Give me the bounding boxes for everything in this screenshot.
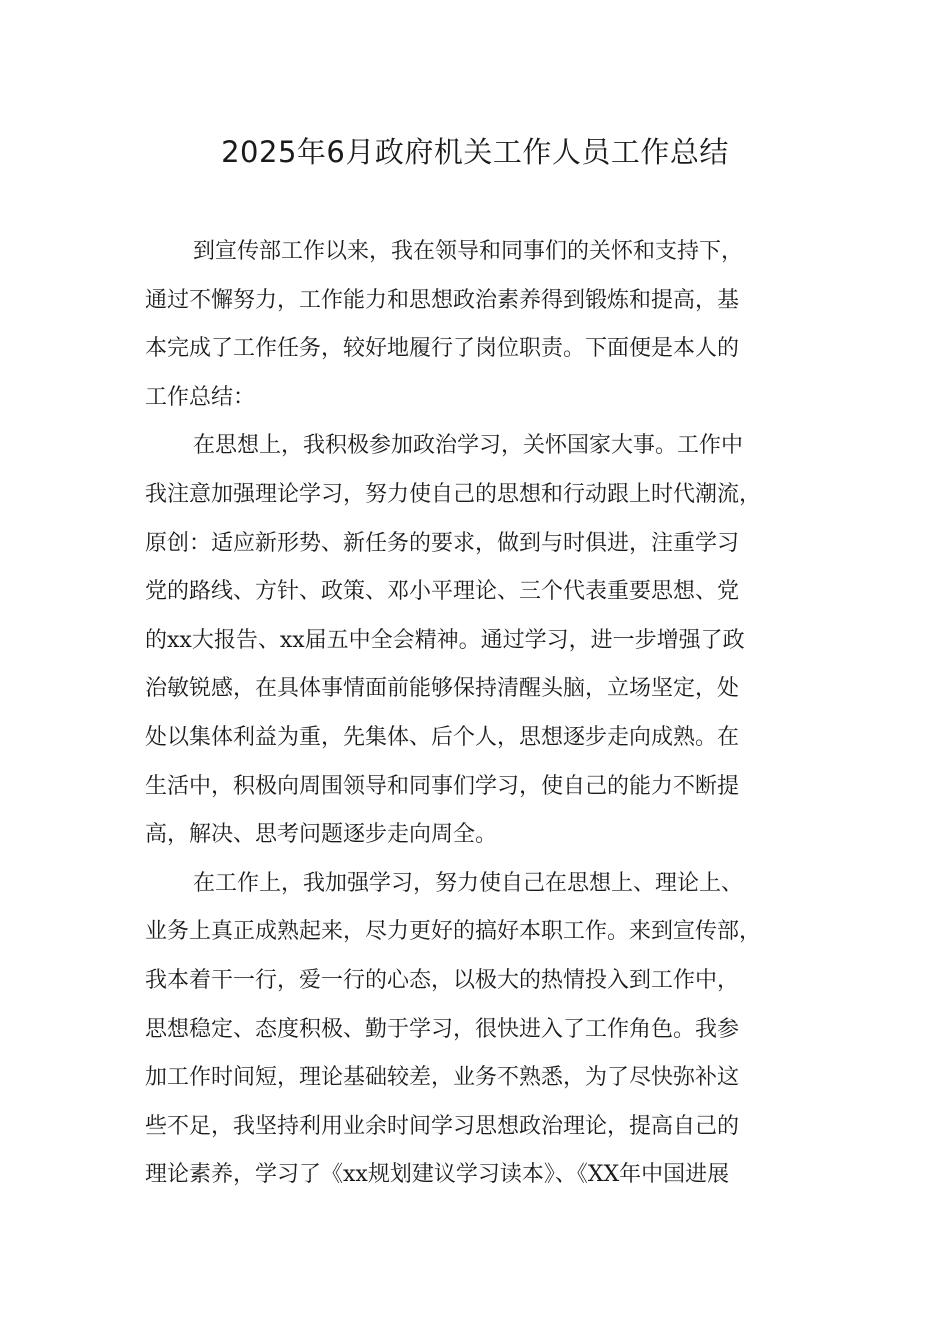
text-line: 业务上真正成熟起来，尽力更好的搞好本职工作。来到宣传部， [145, 919, 762, 945]
paragraph-ideology [145, 422, 825, 859]
text-line: 处以集体利益为重，先集体、后个人，思想逐步走向成熟。在 [145, 724, 740, 750]
text-line: 些不足，我坚持利用业余时间学习思想政治理论，提高自己的 [145, 1113, 740, 1139]
text-line: 工作总结： [145, 384, 256, 410]
text-line: 党的路线、方针、政策、邓小平理论、三个代表重要思想、党 [145, 579, 740, 605]
text-line: 在工作上，我加强学习，努力使自己在思想上、理论上、 [193, 870, 744, 896]
paragraph-intro [145, 228, 825, 422]
text-line: 理论素养，学习了《xx规划建议学习读本》、《XX年中国进展 [145, 1162, 730, 1188]
text-line: 通过不懈努力，工作能力和思想政治素养得到锻炼和提高，基 [145, 287, 740, 313]
text-line: 到宣传部工作以来，我在领导和同事们的关怀和支持下， [193, 239, 744, 264]
text-line: 本完成了工作任务，较好地履行了岗位职责。下面便是本人的 [145, 336, 740, 362]
text-line: 加工作时间短，理论基础较差，业务不熟悉，为了尽快弥补这 [145, 1065, 740, 1091]
text-line: 治敏锐感，在具体事情面前能够保持清醒头脑，立场坚定，处 [145, 676, 740, 702]
text-line: 高，解决、思考问题逐步走向周全。 [145, 822, 498, 848]
paragraph-work [145, 860, 825, 1200]
text-line: 生活中，积极向周围领导和同事们学习，使自己的能力不断提 [145, 773, 740, 799]
text-line: 我本着干一行，爱一行的心态，以极大的热情投入到工作中， [145, 967, 740, 993]
text-line: 思想稳定、态度积极、勤于学习，很快进入了工作角色。我参 [145, 1016, 740, 1042]
document-title: 2025年6月政府机关工作人员工作总结 [221, 135, 729, 169]
text-line: 的xx大报告、xx届五中全会精神。通过学习，进一步增强了政 [145, 627, 745, 653]
text-line: 在思想上，我积极参加政治学习，关怀国家大事。工作中 [193, 433, 744, 459]
document-body [145, 228, 825, 1200]
text-line: 原创：适应新形势、新任务的要求，做到与时俱进，注重学习 [145, 530, 740, 556]
text-line: 我注意加强理论学习，努力使自己的思想和行动跟上时代潮流， [145, 481, 762, 507]
